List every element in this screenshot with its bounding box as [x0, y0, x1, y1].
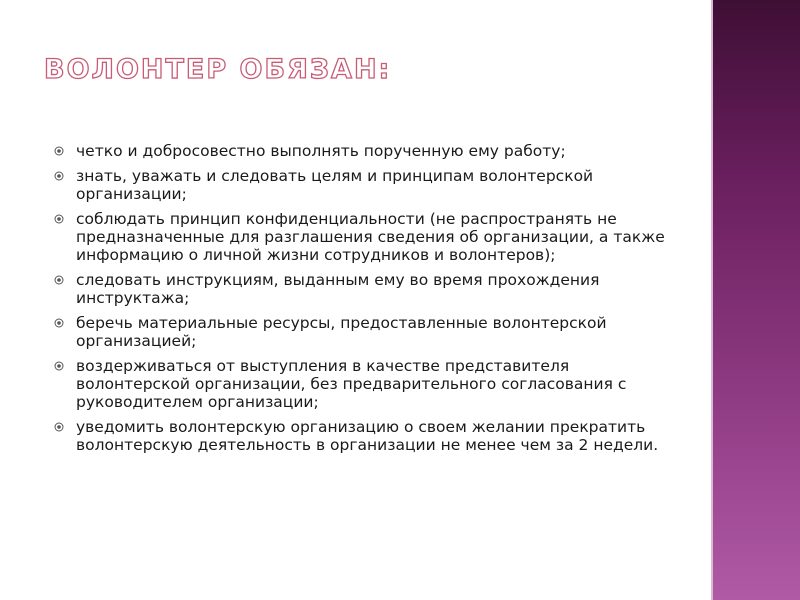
list-item-text: воздерживаться от выступления в качестве представителя волонтерской организации, без предварительного согласования с руководителем организации; — [76, 357, 627, 411]
circle-bullet-icon — [54, 275, 64, 285]
list-item-text: четко и добросовестно выполнять порученную ему работу; — [76, 142, 566, 160]
list-item-text: знать, уважать и следовать целям и принципам волонтерской организации; — [76, 167, 594, 203]
list-item-text: беречь материальные ресурсы, предоставленные волонтерской организацией; — [76, 314, 607, 350]
list-item — [52, 210, 672, 264]
circle-bullet-icon — [54, 361, 64, 371]
list-item — [52, 167, 672, 203]
list-item-text: уведомить волонтерскую организацию о своем желании прекратить волонтерскую деятельность в организации не менее чем за 2 недели. — [76, 418, 659, 454]
list-item — [52, 418, 672, 454]
slide-title: ВОЛОНТЕР ОБЯЗАН: — [44, 54, 392, 85]
list-item-text: соблюдать принцип конфиденциальности (не распространять не предназначенные для разглашения сведения об организации, а также информацию о личной жизни сотрудников и волонтеров); — [76, 210, 665, 264]
list-item — [52, 271, 672, 307]
list-item — [52, 357, 672, 411]
circle-bullet-icon — [54, 422, 64, 432]
circle-bullet-icon — [54, 214, 64, 224]
list-item — [52, 142, 672, 160]
bullet-list — [52, 142, 672, 461]
list-item-text: следовать инструкциям, выданным ему во время прохождения инструктажа; — [76, 271, 600, 307]
list-item — [52, 314, 672, 350]
decorative-side-band — [713, 0, 800, 600]
circle-bullet-icon — [54, 146, 64, 156]
circle-bullet-icon — [54, 318, 64, 328]
circle-bullet-icon — [54, 171, 64, 181]
